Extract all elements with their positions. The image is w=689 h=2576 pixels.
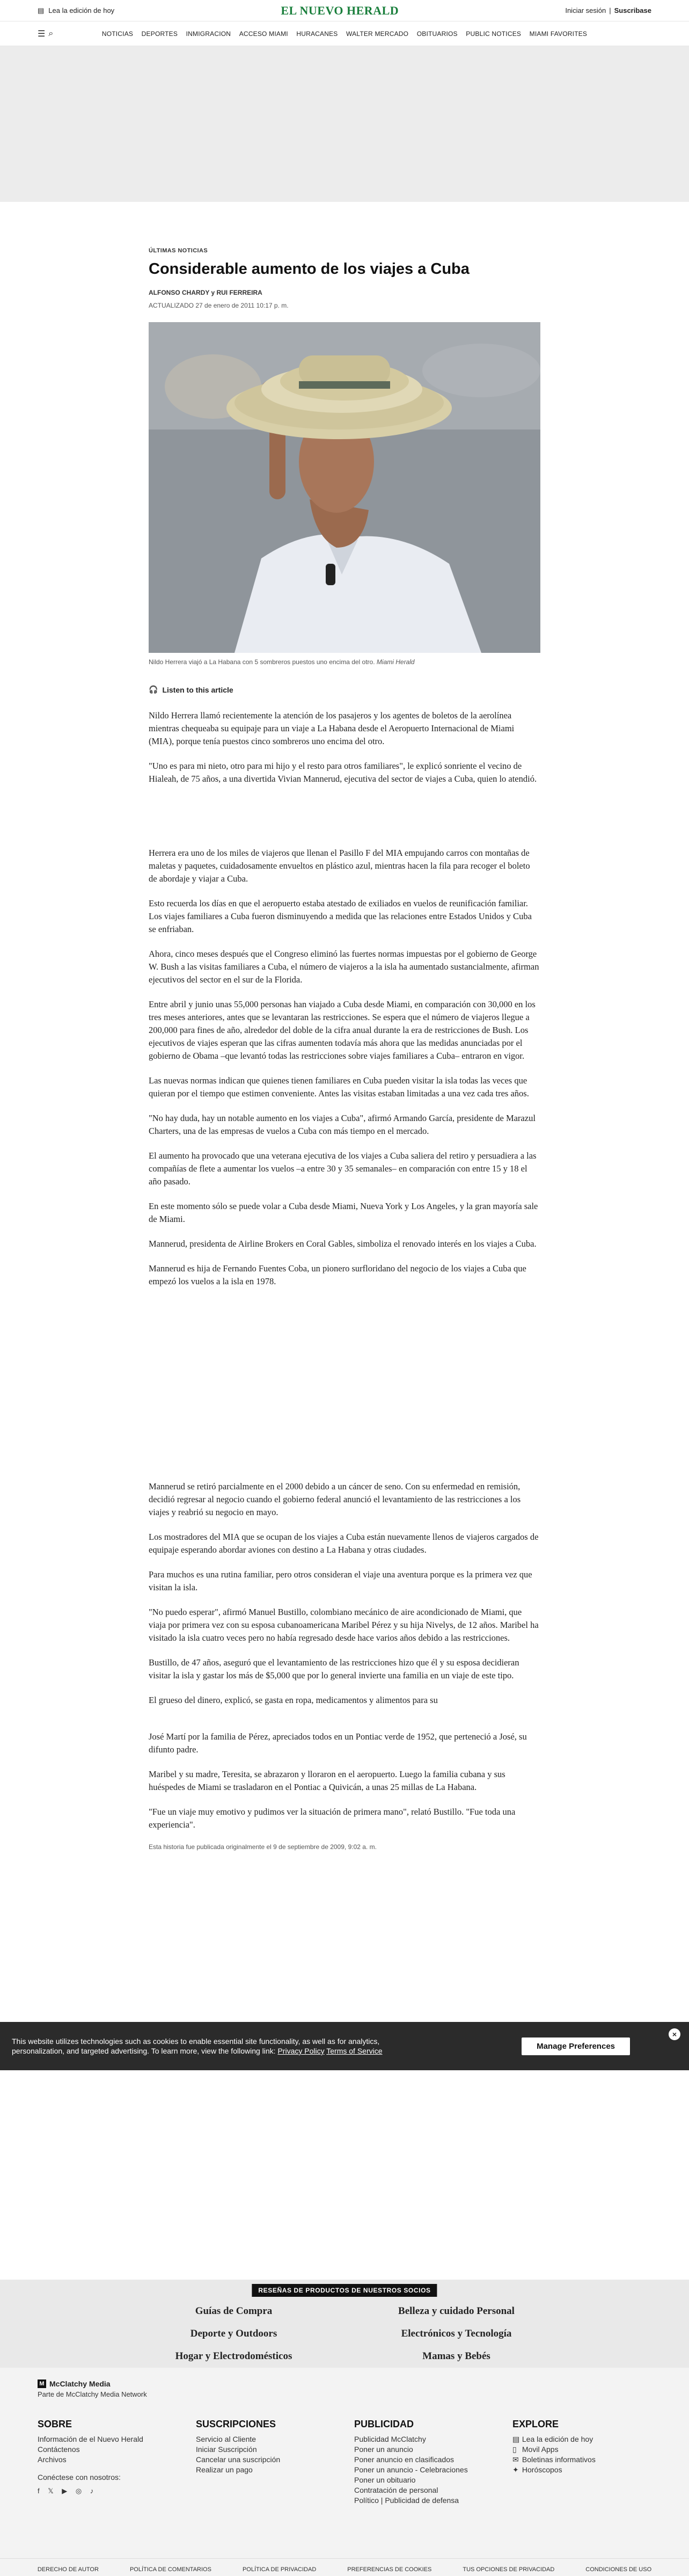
paragraph: "No hay duda, hay un notable aumento en los viajes a Cuba", afirmó Armando García, presidente de Marazul Charters, una de las empresas de vuelos a Cuba con más tiempo en el mercado. bbox=[149, 1113, 536, 1136]
star-icon: ✦ bbox=[512, 2465, 519, 2474]
footer-link[interactable]: ▯ Movil Apps bbox=[512, 2445, 559, 2454]
footer-link[interactable]: Político | Publicidad de defensa bbox=[354, 2496, 459, 2505]
article-footnote: Esta historia fue publicada originalmente el 9 de septiembre de 2009, 9:02 a. m. bbox=[149, 1843, 377, 1851]
legal-link[interactable]: POLÍTICA DE COMENTARIOS bbox=[129, 2566, 211, 2573]
footer-link[interactable]: Poner un obituario bbox=[354, 2476, 416, 2484]
footer-link[interactable]: Cancelar una suscripción bbox=[196, 2455, 281, 2464]
paragraph: Mannerud se retiró parcialmente en el 2000 debido a un cáncer de seno. Con su enfermedad en remisión, decidió regresar al negocio cuando el gobierno federal anunció el levantamiento de las restricciones a los viajes y reabrió su negocio en mayo. bbox=[149, 1481, 521, 1517]
footer-link[interactable]: Servicio al Cliente bbox=[196, 2435, 256, 2443]
paragraph: En este momento sólo se puede volar a Cuba desde Miami, Nueva York y Los Angeles, y la gran mayoría sale de Miami. bbox=[149, 1201, 538, 1224]
review-category-link[interactable]: Hogar y Electrodomésticos bbox=[175, 2351, 292, 2362]
manage-preferences-button[interactable]: Manage Preferences bbox=[522, 2037, 630, 2055]
review-category-link[interactable]: Guías de Compra bbox=[195, 2305, 273, 2317]
ad-slot bbox=[0, 46, 689, 202]
product-reviews-section bbox=[0, 2280, 689, 2368]
nav-item[interactable]: NOTICIAS bbox=[101, 30, 134, 38]
footer-link[interactable]: Información de el Nuevo Herald bbox=[38, 2435, 143, 2443]
legal-link[interactable]: DERECHO DE AUTOR bbox=[37, 2566, 99, 2573]
paragraph: Las nuevas normas indican que quienes tienen familiares en Cuba pueden visitar la isla todas las veces que quieran por el tiempo que estimen conveniente. Antes las visitas estaban limitadas a una vez cada tres años. bbox=[149, 1075, 529, 1098]
site-footer bbox=[0, 2368, 689, 2576]
footer-link[interactable]: Publicidad McClatchy bbox=[354, 2435, 426, 2443]
footer-link[interactable]: ▤ Lea la edición de hoy bbox=[512, 2435, 593, 2443]
review-category-link[interactable]: Electrónicos y Tecnología bbox=[401, 2328, 512, 2339]
top-bar: ▤ Lea la edición de hoy EL NUEVO HERALD Iniciar sesión | Suscribase bbox=[0, 0, 689, 21]
footer-col-suscripciones: SUSCRIPCIONES Servicio al Cliente Iniciar Suscripción Cancelar una suscripción Realizar un pago bbox=[196, 2419, 354, 2506]
nav-item[interactable]: ACCESO MIAMI bbox=[239, 30, 288, 38]
legal-links bbox=[0, 2558, 689, 2573]
footer-network: Parte de McClatchy Media Network bbox=[38, 2390, 147, 2398]
paragraph: "Fue un viaje muy emotivo y pudimos ver la situación de primera mano", relató Bustillo. "Fue toda una experiencia". bbox=[149, 1807, 516, 1830]
photo-illustration bbox=[149, 322, 540, 653]
reviews-header: RESEÑAS DE PRODUCTOS DE NUESTROS SOCIOS bbox=[252, 2284, 437, 2297]
footer-col-publicidad: PUBLICIDAD Publicidad McClatchy Poner un anuncio Poner anuncio en clasificados Poner un anuncio - Celebraciones Poner un obituario Contratación de personal Político | Publicidad de defensa bbox=[354, 2419, 512, 2506]
terms-link[interactable]: Terms of Service bbox=[326, 2047, 383, 2055]
article-updated: ACTUALIZADO 27 de enero de 2011 10:17 p. m. bbox=[149, 302, 289, 309]
article-byline[interactable]: ALFONSO CHARDY y RUI FERREIRA bbox=[149, 289, 262, 296]
legal-link[interactable]: POLÍTICA DE PRIVACIDAD bbox=[242, 2566, 317, 2573]
photo-credit: Miami Herald bbox=[376, 658, 415, 666]
nav-item[interactable]: HURACANES bbox=[296, 30, 338, 38]
paragraph: Esto recuerda los días en que el aeropuerto estaba atestado de exiliados en vuelos de reunificación familiar. Los viajes familiares a Cuba fueron disminuyendo a medida que las relaciones entre Estados Unidos y Cuba se enfriaban. bbox=[149, 898, 532, 934]
footer-link[interactable]: Poner anuncio en clasificados bbox=[354, 2455, 455, 2464]
review-category-link[interactable]: Deporte y Outdoors bbox=[190, 2328, 277, 2339]
paragraph: Bustillo, de 47 años, aseguró que el levantamiento de las restricciones hizo que él y su esposa decidieran visitar la isla y gastar los más de $5,000 que por lo general invierte una familia en un viaje de este tipo. bbox=[149, 1657, 519, 1680]
phone-icon: ▯ bbox=[512, 2445, 517, 2454]
footer-link[interactable]: Poner un anuncio bbox=[354, 2445, 413, 2454]
paragraph: Nildo Herrera llamó recientemente la atención de los pasajeros y los agentes de boletos de la aerolínea mientras chequeaba su equipaje para un viaje a La Habana desde el Aeropuerto Internacional de Miami (MIA), porque tenía puestos cinco sombreros uno encima del otro. bbox=[149, 710, 515, 746]
nav-item[interactable]: INMIGRACION bbox=[186, 30, 231, 38]
search-icon[interactable]: ⌕ bbox=[48, 28, 54, 38]
social-section: Conéctese con nosotros: f 𝕏 ▶ ◎ ♪ bbox=[38, 2472, 196, 2496]
legal-link[interactable]: PREFERENCIAS DE COOKIES bbox=[347, 2566, 432, 2573]
paragraph: El aumento ha provocado que una veterana ejecutiva de los viajes a Cuba saliera del retiro y persuadiera a las compañías de flete a aumentar los vuelos –a entre 30 y 35 semanales– en comparación con entre 15 y 18 el año pasado. bbox=[149, 1151, 537, 1187]
inline-ad-space bbox=[149, 785, 540, 835]
nav-item[interactable]: DEPORTES bbox=[141, 30, 178, 38]
footer-link[interactable]: Contratación de personal bbox=[354, 2486, 438, 2494]
footer-link[interactable]: ✉ Boletinas informativos bbox=[512, 2455, 596, 2464]
footer-link[interactable]: Poner un anuncio - Celebraciones bbox=[354, 2465, 468, 2474]
social-icons[interactable]: f 𝕏 ▶ ◎ ♪ bbox=[38, 2487, 97, 2495]
paragraph: Ahora, cinco meses después que el Congreso eliminó las fuertes normas impuestas por el gobierno de George W. Bush a las visitas familiares a Cuba, el número de viajeros a la isla ha aumentado sustancialmente, afirman ejecutivos del sector en el sur de la Florida. bbox=[149, 949, 539, 985]
paragraph: Maribel y su madre, Teresita, se abrazaron y lloraron en el aeropuerto. Luego la familia cubana y sus huéspedes de Miami se trasladaron en el Pontiac a Quivicán, a unas 25 millas de La Habana. bbox=[149, 1769, 505, 1792]
paragraph: Los mostradores del MIA que se ocupan de los viajes a Cuba están nuevamente llenos de viajeros cargados de equipaje esperando abordar aviones con destino a La Habana y otras ciudades. bbox=[149, 1532, 539, 1555]
footer-col-explore: EXPLORE ▤ Lea la edición de hoy ▯ Movil Apps ✉ Boletinas informativos ✦ Horóscopos bbox=[512, 2419, 671, 2506]
article-body bbox=[149, 709, 540, 1831]
listen-to-article-button[interactable]: 🎧 Listen to this article bbox=[149, 685, 233, 694]
legal-link[interactable]: TUS OPCIONES DE PRIVACIDAD bbox=[463, 2566, 555, 2573]
mcclatchy-logo-icon: M bbox=[38, 2379, 46, 2388]
article-kicker[interactable]: ÚLTIMAS NOTICIAS bbox=[149, 248, 208, 254]
cookie-text: This website utilizes technologies such as cookies to enable essential site functionality, as well as for analytics, personalization, and targeted advertising. To learn more, view the following link: Privacy Policy Terms of Service bbox=[12, 2037, 383, 2055]
review-category-link[interactable]: Belleza y cuidado Personal bbox=[398, 2305, 515, 2317]
paragraph: José Martí por la familia de Pérez, apreciados todos en un Pontiac verde de 1952, que perteneció a José, su difunto padre. bbox=[149, 1731, 527, 1755]
footer-link[interactable]: Contáctenos bbox=[38, 2445, 80, 2454]
privacy-policy-link[interactable]: Privacy Policy bbox=[277, 2047, 325, 2055]
newspaper-icon: ▤ bbox=[512, 2435, 520, 2443]
footer-link[interactable]: Realizar un pago bbox=[196, 2465, 253, 2474]
hamburger-menu-icon[interactable]: ☰ bbox=[38, 29, 46, 39]
site-logo[interactable]: EL NUEVO HERALD bbox=[281, 3, 399, 17]
inline-ad-space bbox=[149, 1288, 540, 1468]
headphones-icon: 🎧 bbox=[149, 685, 158, 694]
nav-item[interactable]: MIAMI FAVORITES bbox=[529, 30, 588, 38]
photo-caption: Nildo Herrera viajó a La Habana con 5 sombreros puestos uno encima del otro. Miami Herald bbox=[149, 658, 415, 666]
footer-link[interactable]: Archivos bbox=[38, 2455, 67, 2464]
legal-link[interactable]: CONDICIONES DE USO bbox=[585, 2566, 652, 2573]
edition-link[interactable]: ▤ Lea la edición de hoy bbox=[38, 6, 115, 14]
subscribe-link[interactable]: Suscribase bbox=[614, 6, 651, 14]
nav-item[interactable]: PUBLIC NOTICES bbox=[466, 30, 522, 38]
cookie-banner bbox=[0, 2022, 689, 2070]
paragraph: Mannerud, presidenta de Airline Brokers en Coral Gables, simboliza el renovado interés en los viajes a Cuba. bbox=[149, 1239, 537, 1249]
paragraph: Para muchos es una rutina familiar, pero otros consideran el viaje una aventura porque es la primera vez que visitan la isla. bbox=[149, 1569, 532, 1592]
close-icon[interactable]: × bbox=[669, 2028, 680, 2040]
review-category-link[interactable]: Mamas y Bebés bbox=[422, 2351, 490, 2362]
article-headline: Considerable aumento de los viajes a Cuba bbox=[149, 260, 470, 278]
nav-item[interactable]: OBITUARIOS bbox=[416, 30, 458, 38]
paragraph: Mannerud es hija de Fernando Fuentes Coba, un pionero surfloridano del negocio de los viajes a Cuba que empezó los vuelos a la isla en 1978. bbox=[149, 1263, 526, 1286]
main-nav bbox=[0, 21, 689, 46]
footer-link[interactable]: ✦ Horóscopos bbox=[512, 2465, 562, 2474]
paragraph: Herrera era uno de los miles de viajeros que llenan el Pasillo F del MIA empujando carros con montañas de maletas y paquetes, cuidadosamente envueltos en plástico azul, mientras hacen la fila para recoger el boleto de abordaje y viajar a Cuba. bbox=[149, 848, 530, 884]
paragraph: Entre abril y junio unas 55,000 personas han viajado a Cuba desde Miami, en comparación con 30,000 en los tres meses anteriores, antes que se levantaran las restricciones. Se espera que el número de viajeros llegue a 200,000 para fines de año, alrededor del doble de la cifra anual durante la era de restricciones de Bush. Los ejecutivos de viajes esperan que las cifras aumenten todavía más ahora que las medidas anunciadas por el gobierno de Obama –que levantó todas las restricciones sobre viajes familiares a Cuba– entraron en vigor. bbox=[149, 999, 536, 1061]
paragraph: El grueso del dinero, explicó, se gasta en ropa, medicamentos y alimentos para su bbox=[149, 1695, 438, 1705]
paragraph: "Uno es para mi nieto, otro para mi hijo y el resto para otros familiares", le explicó sonriente el vecino de Hialeah, de 75 años, a una divertida Vivian Mannerud, ejecutiva del sector de viajes a Cuba, quien lo atendió. bbox=[149, 761, 537, 784]
article bbox=[149, 202, 540, 1851]
paragraph: "No puedo esperar", afirmó Manuel Bustillo, colombiano mecánico de aire acondicionado de Miami, que viaja por primera vez con su esposa cubanoamericana Maribel Pérez y su hija Nivelys, de 12 años. Maribel ha visitado la isla cuatro veces pero no había regresado desde hace varios años debido a las restricciones. bbox=[149, 1607, 539, 1643]
footer-brand[interactable]: M McClatchy Media bbox=[38, 2379, 651, 2388]
article-photo[interactable] bbox=[149, 322, 540, 653]
login-link[interactable]: Iniciar sesión bbox=[565, 6, 606, 14]
footer-col-sobre: SOBRE Información de el Nuevo Herald Contáctenos Archivos Conéctese con nosotros: f 𝕏 ▶ ◎ ♪ bbox=[38, 2419, 196, 2506]
mail-icon: ✉ bbox=[512, 2455, 519, 2464]
footer-link[interactable]: Iniciar Suscripción bbox=[196, 2445, 257, 2454]
nav-item[interactable]: WALTER MERCADO bbox=[346, 30, 409, 38]
newspaper-icon: ▤ bbox=[38, 6, 45, 14]
